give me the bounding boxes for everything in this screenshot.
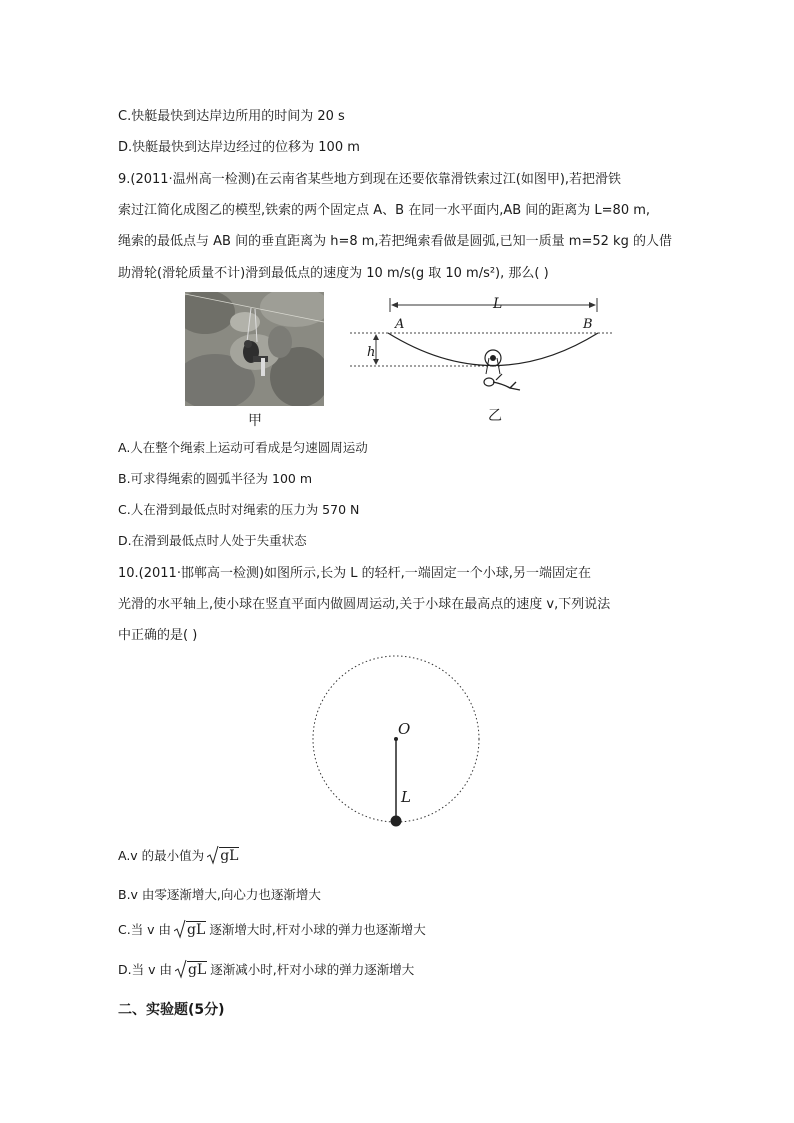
q9-text-line: 9.(2011·温州高一检测)在云南省某些地方到现在还要依靠滑铁索过江(如图甲),若把滑铁 bbox=[118, 172, 622, 187]
radical-sign bbox=[175, 959, 187, 979]
option-a-q10 bbox=[118, 846, 242, 864]
label-h: h bbox=[367, 345, 376, 360]
label-B: B bbox=[583, 317, 593, 332]
option-d-text: 逐渐减小时,杆对小球的弹力逐渐增大 bbox=[210, 962, 415, 977]
option-c-q8: C.快艇最快到达岸边所用的时间为 20 s bbox=[118, 109, 345, 124]
q9-text-line: 绳索的最低点与 AB 间的垂直距离为 h=8 m,若把绳索看做是圆弧,已知一质量 m=52 kg 的人借 bbox=[118, 234, 672, 249]
zipline-photo bbox=[185, 292, 324, 406]
option-d-q9: D.在滑到最低点时人处于失重状态 bbox=[118, 533, 307, 548]
option-c-text: C.当 v 由 bbox=[118, 922, 172, 937]
sqrt-gl bbox=[174, 922, 206, 938]
zipline-photo-art bbox=[185, 292, 324, 406]
option-d-q10 bbox=[118, 960, 414, 978]
label-L-fig9: L bbox=[493, 296, 503, 312]
q10-text-line: 光滑的水平轴上,使小球在竖直平面内做圆周运动,关于小球在最高点的速度 v,下列说法 bbox=[118, 597, 611, 612]
caption-yi: 乙 bbox=[488, 408, 502, 424]
option-b-q10: B.v 由零逐渐增大,向心力也逐渐增大 bbox=[118, 887, 321, 902]
ball bbox=[391, 816, 402, 827]
option-a-text: A.v 的最小值为 bbox=[118, 848, 205, 863]
radical-sign bbox=[207, 845, 219, 865]
rope-diagram bbox=[350, 290, 620, 430]
radicand: gL bbox=[220, 848, 239, 864]
label-L-fig10: L bbox=[401, 788, 411, 806]
option-d-text: D.当 v 由 bbox=[118, 962, 172, 977]
radicand: gL bbox=[187, 962, 207, 978]
section-heading: 二、实验题(5分) bbox=[118, 1002, 225, 1018]
option-d-q8: D.快艇最快到达岸边经过的位移为 100 m bbox=[118, 140, 360, 155]
radicand: gL bbox=[187, 922, 206, 938]
option-c-text: 逐渐增大时,杆对小球的弹力也逐渐增大 bbox=[209, 922, 426, 937]
q10-text-line: 中正确的是( ) bbox=[118, 628, 198, 643]
caption-jia: 甲 bbox=[248, 413, 262, 429]
label-A: A bbox=[395, 317, 405, 332]
label-O: O bbox=[398, 720, 411, 738]
option-a-q9: A.人在整个绳索上运动可看成是匀速圆周运动 bbox=[118, 440, 368, 455]
sqrt-gl bbox=[207, 848, 239, 864]
q10-text-line: 10.(2011·邯郸高一检测)如图所示,长为 L 的轻杆,一端固定一个小球,另一端固定在 bbox=[118, 566, 591, 581]
circle-rod-diagram bbox=[300, 655, 500, 835]
radical-sign bbox=[174, 919, 186, 939]
option-c-q9: C.人在滑到最低点时对绳索的压力为 570 N bbox=[118, 502, 360, 517]
q9-text-line: 助滑轮(滑轮质量不计)滑到最低点的速度为 10 m/s(g 取 10 m/s²), 那么( ) bbox=[118, 266, 549, 281]
q9-text-line: 索过江简化成图乙的模型,铁索的两个固定点 A、B 在同一水平面内,AB 间的距离为 L=80 m, bbox=[118, 203, 651, 218]
sqrt-gl bbox=[175, 962, 207, 978]
option-c-q10 bbox=[118, 920, 426, 938]
option-b-q9: B.可求得绳索的圆弧半径为 100 m bbox=[118, 471, 313, 486]
